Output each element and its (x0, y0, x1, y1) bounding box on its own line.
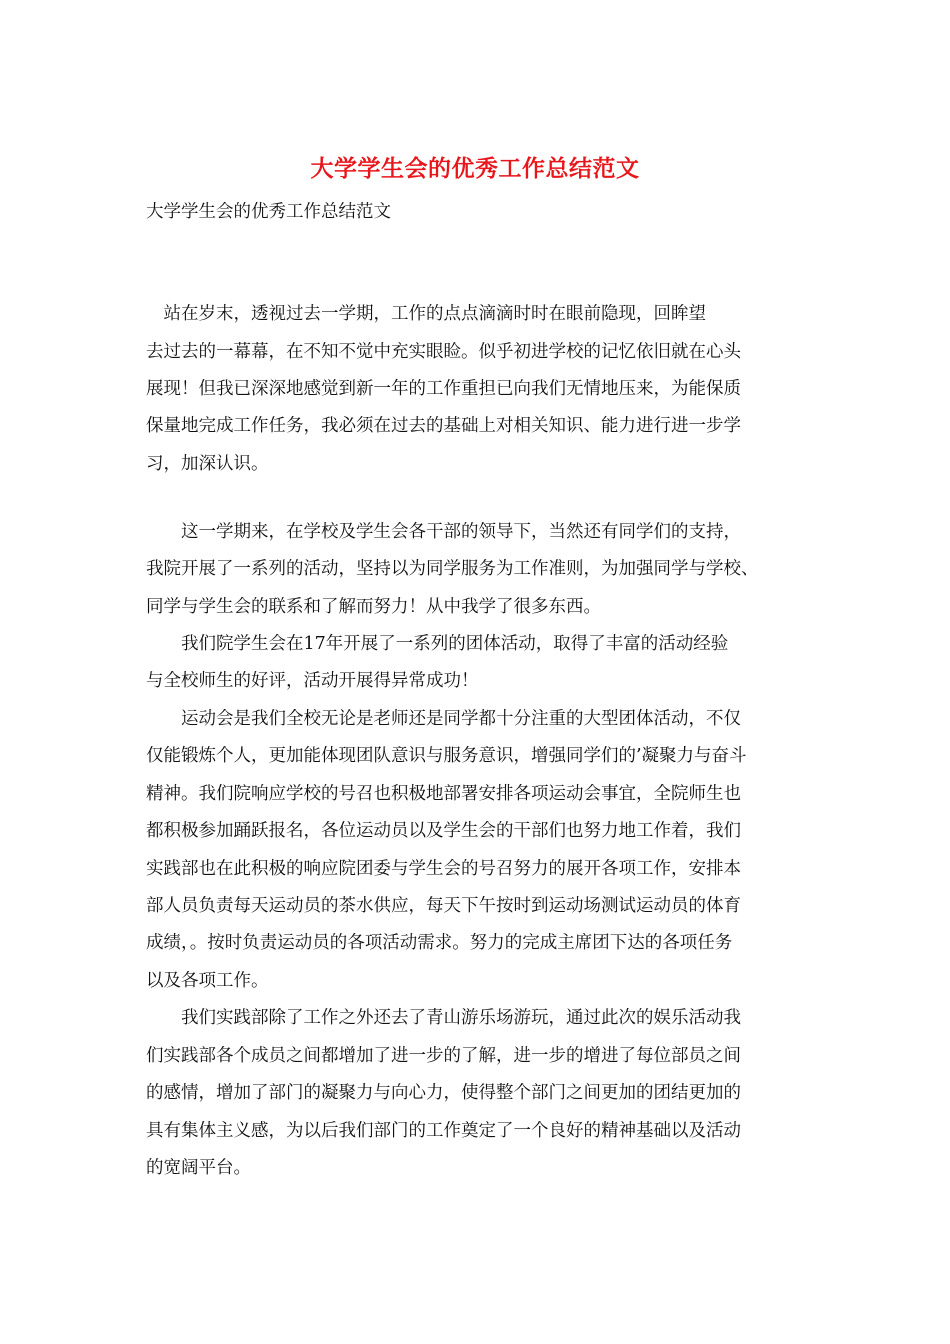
paragraph-line: 的感情，增加了部门的凝聚力与向心力，使得整个部门之间更加的团结更加的 (146, 1083, 741, 1103)
paragraph-line: 仅能锻炼个人，更加能体现团队意识与服务意识，增强同学们的’凝聚力与奋斗 (146, 746, 747, 766)
paragraph-line: 们实践部各个成员之间都增加了进一步的了解，进一步的增进了每位部员之间 (146, 1046, 741, 1066)
paragraph-line: 运动会是我们全校无论是老师还是同学都十分注重的大型团体活动，不仅 (181, 709, 741, 729)
document-subtitle: 大学学生会的优秀工作总结范文 (146, 202, 391, 222)
paragraph-line: 我院开展了一系列的活动，坚持以为同学服务为工作准则，为加强同学与学校、 (146, 559, 759, 579)
paragraph-line: 站在岁末，透视过去一学期，工作的点点滴滴时时在眼前隐现，回眸望 (146, 304, 706, 324)
paragraph-line: 习，加深认识。 (146, 454, 269, 474)
paragraph-line: 的宽阔平台。 (146, 1158, 251, 1178)
paragraph-line: 具有集体主义感，为以后我们部门的工作奠定了一个良好的精神基础以及活动 (146, 1121, 741, 1141)
paragraph-line: 以及各项工作。 (146, 971, 269, 991)
document-title: 大学学生会的优秀工作总结范文 (310, 155, 640, 182)
paragraph-line: 展现！但我已深深地感觉到新一年的工作重担已向我们无情地压来，为能保质 (146, 379, 741, 399)
paragraph-line: 这一学期来，在学校及学生会各干部的领导下，当然还有同学们的支持， (181, 522, 741, 542)
paragraph-line: 我们院学生会在17年开展了一系列的团体活动，取得了丰富的活动经验 (181, 634, 729, 654)
paragraph-line: 同学与学生会的联系和了解而努力！从中我学了很多东西。 (146, 597, 601, 617)
paragraph-line: 成绩，。按时负责运动员的各项活动需求。努力的完成主席团下达的各项任务 (146, 933, 733, 953)
paragraph-line: 都积极参加踊跃报名，各位运动员以及学生会的干部们也努力地工作着，我们 (146, 821, 741, 841)
paragraph-line: 我们实践部除了工作之外还去了青山游乐场游玩，通过此次的娱乐活动我 (181, 1008, 741, 1028)
paragraph-line: 去过去的一幕幕，在不知不觉中充实眼睑。似乎初进学校的记忆依旧就在心头 (146, 342, 741, 362)
paragraph-line: 保量地完成工作任务，我必须在过去的基础上对相关知识、能力进行进一步学 (146, 416, 741, 436)
paragraph-line: 与全校师生的好评，活动开展得异常成功！ (146, 671, 479, 691)
paragraph-line: 实践部也在此积极的响应院团委与学生会的号召努力的展开各项工作，安排本 (146, 859, 741, 879)
paragraph-line: 精神。我们院响应学校的号召也积极地部署安排各项运动会事宜，全院师生也 (146, 784, 741, 804)
paragraph-line: 部人员负责每天运动员的茶水供应，每天下午按时到运动场测试运动员的体育 (146, 896, 741, 916)
